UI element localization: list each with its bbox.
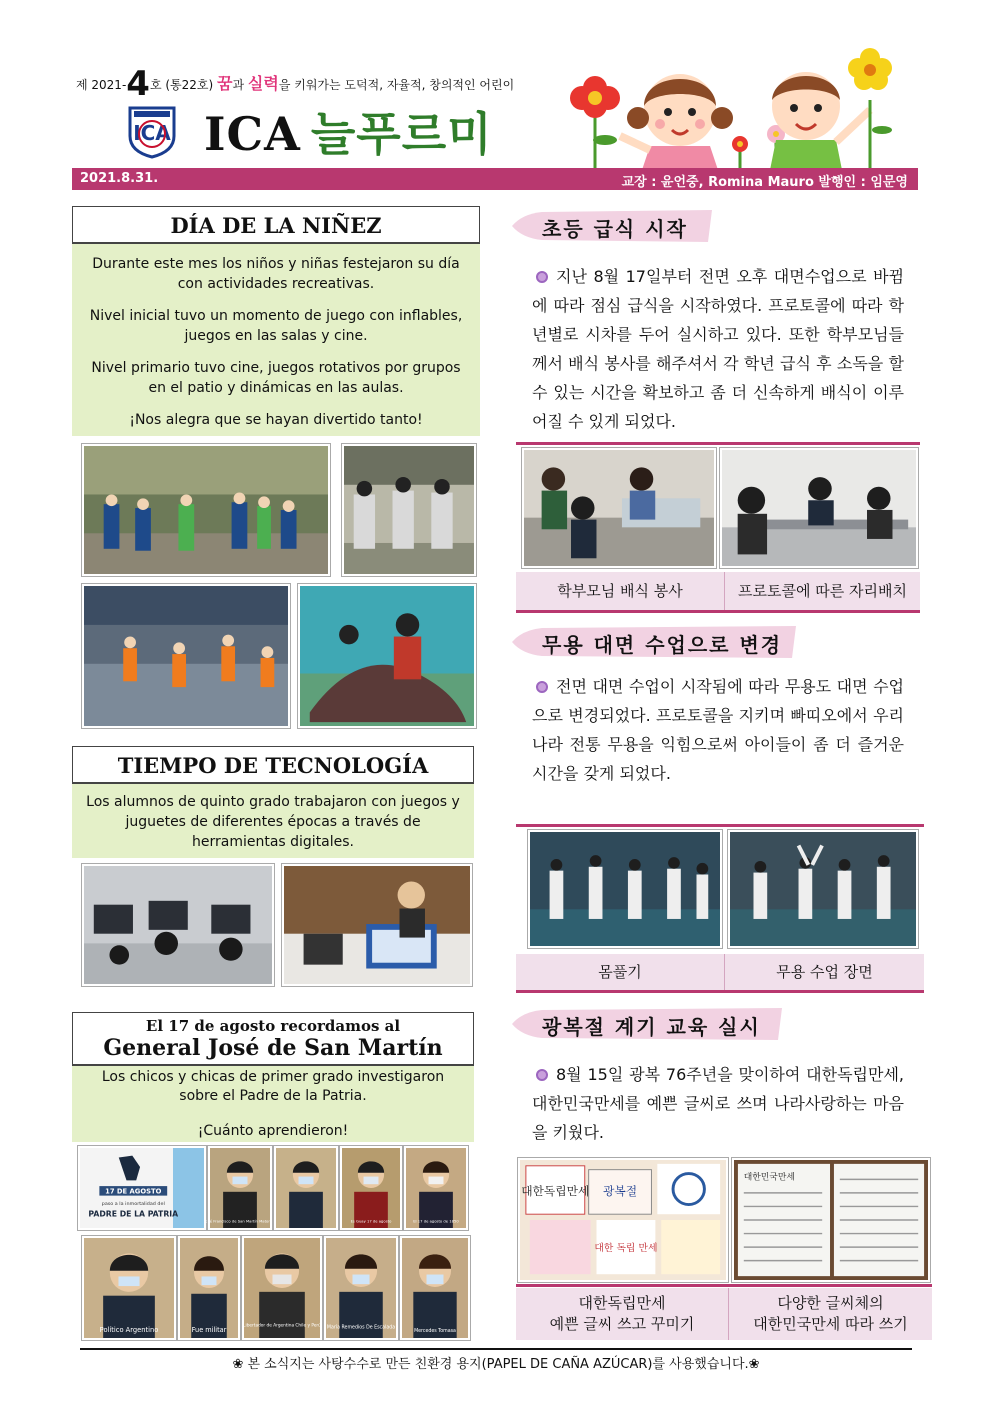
photo-computer-lab-2 (282, 864, 472, 986)
photo-lunch-seating (720, 448, 918, 568)
issue-connector: 과 (232, 78, 248, 92)
tech-paragraph: Los alumnos de quinto grado trabajaron con juegos y juguetes de diferentes épocas a través de herramientas digitales. (86, 794, 460, 850)
section-rule (516, 990, 924, 993)
photo-student-6 (178, 1236, 240, 1340)
lunch-text (532, 262, 904, 436)
title-latin: ICA (204, 107, 301, 161)
photo-student-1 (204, 1146, 276, 1230)
dance-caption-2: 무용 수업 장면 (725, 954, 924, 990)
photo-computer-lab-1 (82, 864, 274, 986)
photo-hallway-game (342, 444, 476, 576)
keyword-skill: 실력 (247, 74, 279, 93)
photo-student-5 (82, 1236, 176, 1340)
issue-number: 4 (126, 64, 150, 104)
nineZ-paragraph: Nivel primario tuvo cine, juegos rotativos por grupos en el patio y dinámicas en las aulas. (91, 360, 461, 396)
lunch-heading-text: 초등 급식 시작 (542, 217, 688, 241)
liberation-caption-1 (516, 1288, 728, 1340)
section-rule (516, 1284, 932, 1287)
lunch-caption-1: 학부모님 배식 봉사 (516, 572, 724, 610)
flower-bullet-icon (536, 271, 548, 283)
photo-student-9 (400, 1236, 470, 1340)
issue-suffix: 호 (통22호) (149, 78, 214, 92)
tech-title: TIEMPO DE TECNOLOGÍA (72, 746, 474, 784)
date-bar (72, 168, 918, 190)
photo-poster (78, 1146, 206, 1230)
photo-student-4 (404, 1146, 468, 1230)
student-caption: Libertador de Argentina Chile y Perú (243, 1323, 321, 1329)
student-caption: Mercedes Tomasa (414, 1329, 456, 1335)
photo-inflatables (82, 444, 330, 576)
sanmartin-title-big: General José de San Martín (103, 1035, 443, 1061)
liberation-caption-line: 다양한 글씨체의 (777, 1294, 884, 1312)
lunch-heading (512, 206, 712, 246)
lunch-paragraph: 지난 8월 17일부터 전면 오후 대면수업으로 바뀜에 따라 점심 급식을 시작하였다. 프로토콜에 따라 학년별로 시차를 두어 실시하고 있다. 또한 학부모님들께서 배식 봉사를 해주셔서 각 학년 급식 후 소독을 할 수 있는 시간을 확보하고 좀 더 신속하게 배식이 이루어질 수 있게 되었다. (532, 267, 904, 431)
student-caption: María Remedios De Escalada (326, 1325, 396, 1331)
section-rule (516, 824, 924, 827)
liberation-caption-line: 대한독립만세 (578, 1294, 666, 1312)
liberation-caption-line: 예쁜 글씨 쓰고 꾸미기 (549, 1315, 695, 1333)
lunch-caption-2: 프로토콜에 따른 자리배치 (725, 572, 920, 610)
liberation-text (532, 1060, 904, 1147)
footer-note: ❀ 본 소식지는 사탕수수로 만든 친환경 용지(PAPEL DE CAÑA AZÚCAR)를 사용했습니다.❀ (80, 1348, 912, 1370)
photo-patio-games (82, 584, 290, 728)
photo-student-7 (242, 1236, 322, 1340)
title-korean: 늘푸르미 (310, 107, 493, 161)
photo-student-8 (324, 1236, 398, 1340)
flower-bullet-icon (536, 1069, 548, 1081)
student-caption: Fue militar (191, 1326, 227, 1335)
poster-title: PADRE DE LA PATRIA (88, 1209, 179, 1219)
student-caption: El 17 de agosto de 1850 (413, 1219, 459, 1224)
sanmartin-title (72, 1012, 474, 1066)
liberation-caption-line: 대한민국만세 따라 쓰기 (753, 1315, 908, 1333)
nineZ-paragraph: Durante este mes los niños y niñas festejaron su día con actividades recreativas. (92, 256, 460, 292)
poster-sub: paso a la inmortalidad del (101, 1202, 165, 1208)
art-word: 대한민국만세 (743, 1172, 795, 1183)
art-word: 대한독립만세 (521, 1183, 590, 1198)
dance-heading-text: 무용 대면 수업으로 변경 (542, 633, 783, 657)
school-logo-icon (124, 102, 180, 158)
nineZ-paragraph: ¡Nos alegra que se hayan divertido tanto! (129, 412, 423, 428)
staff-line: 교장 : 윤언중, Romina Mauro 발행인 : 임문영 (621, 175, 908, 190)
student-caption: Político Argentino (99, 1326, 159, 1335)
issue-line (76, 64, 636, 104)
photo-student-2 (274, 1146, 338, 1230)
student-caption: Es Guay 17 de agosto (350, 1219, 392, 1224)
liberation-heading-text: 광복절 계기 교육 실시 (542, 1015, 761, 1039)
kids-flowers-illustration (590, 40, 900, 170)
dance-text (532, 672, 904, 788)
nineZ-title: DÍA DE LA NIÑEZ (72, 206, 480, 244)
sanmartin-body (72, 1066, 474, 1142)
photo-parachute-game (298, 584, 476, 728)
photo-calligraphy-practice (732, 1158, 930, 1282)
flower-bullet-icon (536, 681, 548, 693)
dance-caption-1: 몸풀기 (516, 954, 724, 990)
motto: 을 키워가는 도덕적, 자율적, 창의적인 어린이 (278, 78, 515, 92)
liberation-heading (512, 1004, 782, 1044)
art-word: 광복절 (603, 1183, 638, 1198)
keyword-dream: 꿈 (217, 74, 233, 93)
sanmartin-paragraph: Los chicos y chicas de primer grado investigaron sobre el Padre de la Patria. (101, 1069, 445, 1104)
photo-dance-warmup (528, 830, 722, 948)
nineZ-body (72, 244, 480, 436)
tech-body (72, 784, 474, 858)
nineZ-paragraph: Nivel inicial tuvo un momento de juego con inflables, juegos en las salas y cine. (89, 308, 463, 344)
section-rule (516, 610, 920, 613)
poster-date: 17 DE AGOSTO (105, 1187, 162, 1196)
photo-student-3 (340, 1146, 402, 1230)
sanmartin-exclaim: ¡Cuánto aprendieron! (197, 1123, 349, 1139)
section-rule (516, 442, 920, 445)
student-caption: José Francisco de San Martín Matorras (204, 1219, 276, 1224)
liberation-paragraph: 8월 15일 광복 76주년을 맞이하여 대한독립만세, 대한민국만세를 예쁜 글씨로 쓰며 나라사랑하는 마음을 키웠다. (532, 1065, 904, 1142)
newsletter-title (204, 98, 493, 160)
issue-prefix: 제 2021- (76, 78, 127, 92)
dance-heading (512, 622, 796, 662)
photo-lunch-serving (522, 448, 716, 568)
photo-calligraphy-art (518, 1158, 728, 1282)
sanmartin-title-small: El 17 de agosto recordamos al (145, 1017, 401, 1035)
issue-date: 2021.8.31. (80, 171, 159, 186)
photo-dance-class (728, 830, 918, 948)
svg-text:ICA: ICA (133, 121, 171, 145)
dance-paragraph: 전면 대면 수업이 시작됨에 따라 무용도 대면 수업으로 변경되었다. 프로토콜을 지키며 빠띠오에서 우리 나라 전통 무용을 익힘으로써 아이들이 좀 더 즐거운 시간을 갖게 되었다. (532, 677, 904, 783)
liberation-caption-2 (729, 1288, 932, 1340)
art-word: 대한 독립 만세 (594, 1243, 658, 1254)
